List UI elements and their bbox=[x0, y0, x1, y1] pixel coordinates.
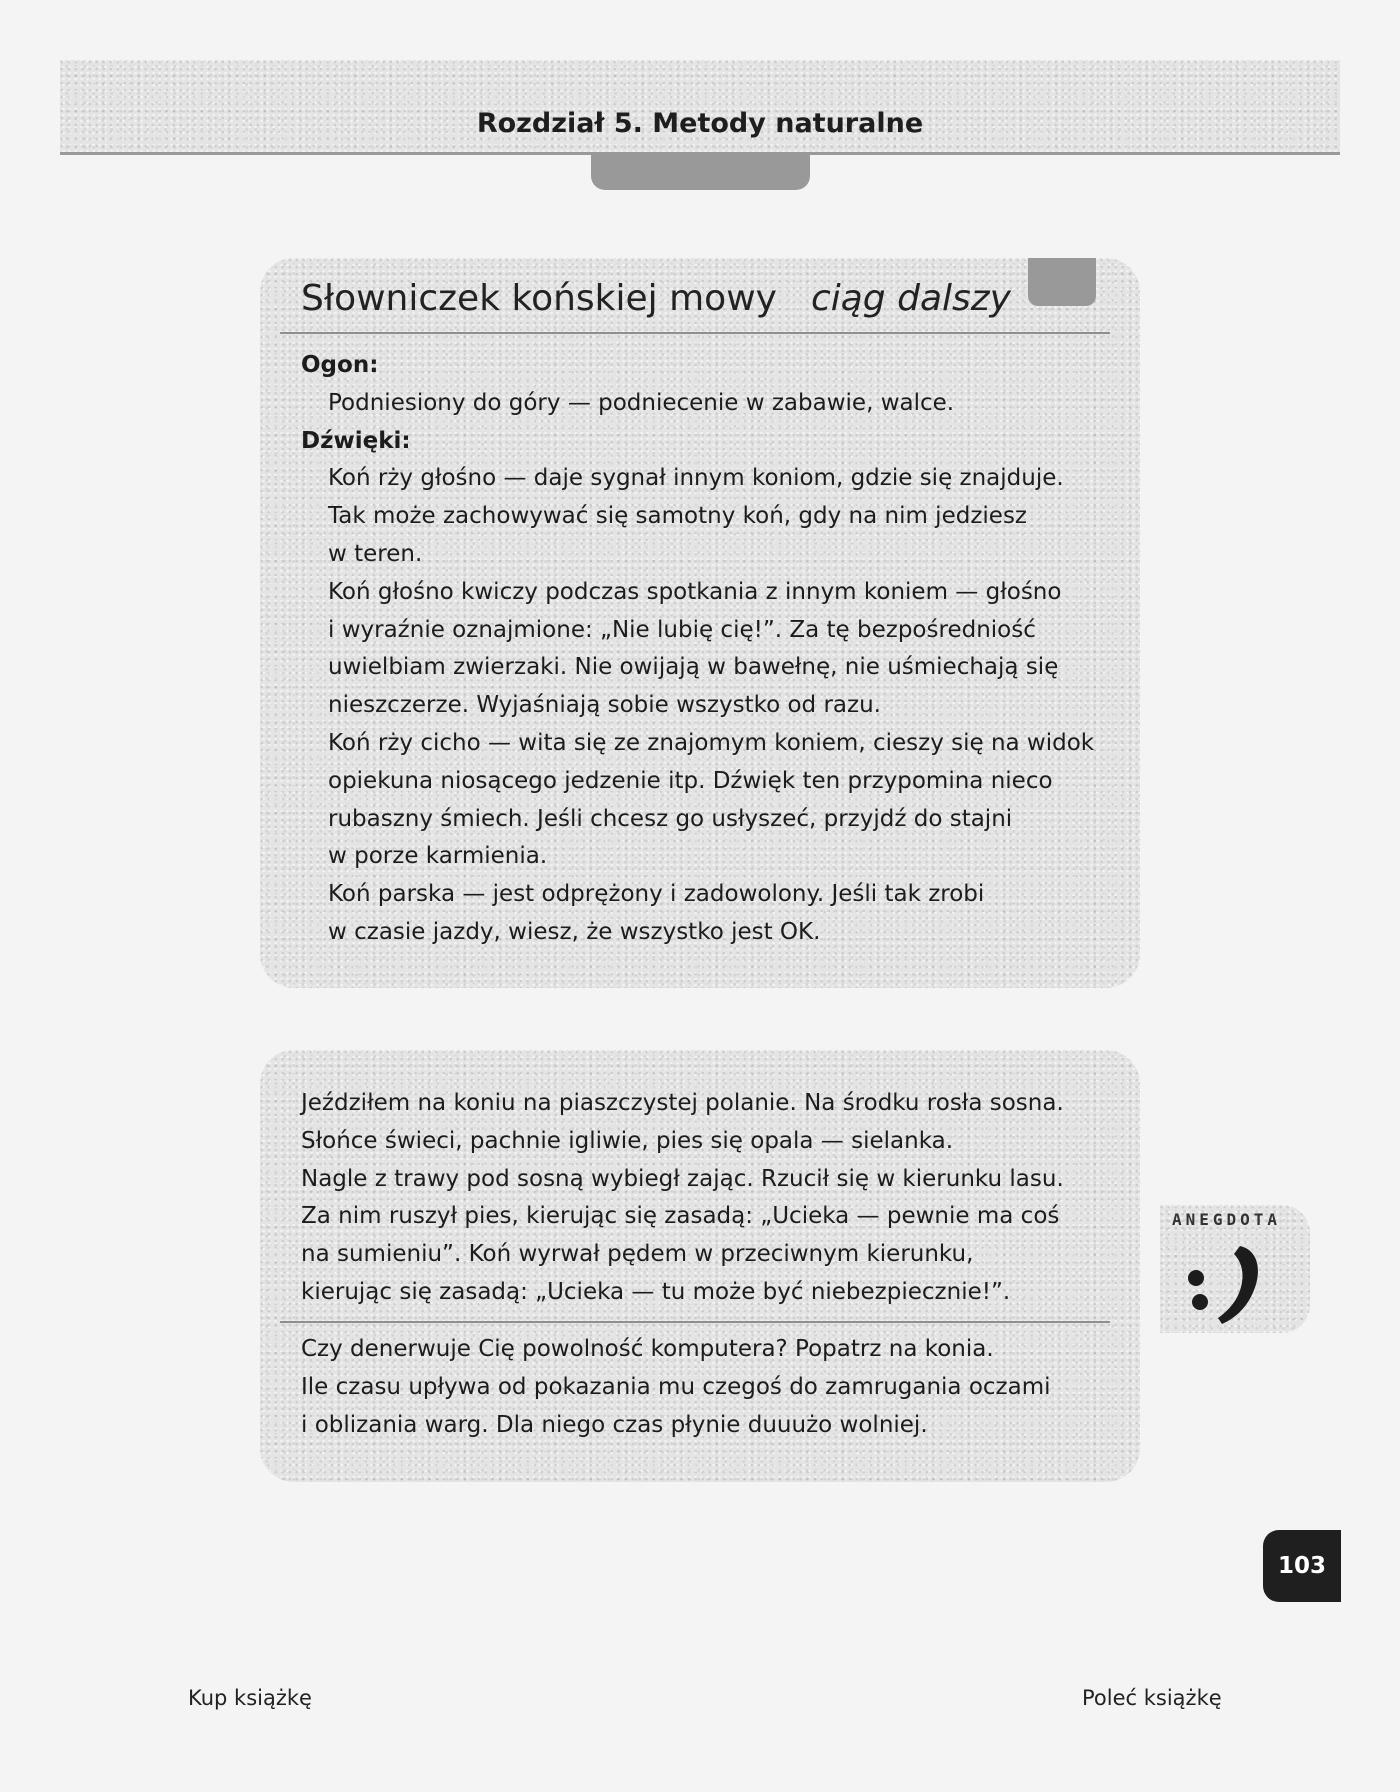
anecdote-line: Czy denerwuje Cię powolność komputera? Popatrz na konia. bbox=[301, 1336, 994, 1362]
glossary-line: i wyraźnie oznajmione: „Nie lubię cię!”. Za tę bezpośredniość bbox=[328, 616, 1036, 643]
glossary-line: Koń parska — jest odprężony i zadowolony. Jeśli tak zrobi bbox=[328, 881, 985, 908]
glossary-line: w teren. bbox=[328, 541, 423, 567]
glossary-line: opiekuna niosącego jedzenie itp. Dźwięk ten przypomina nieco bbox=[328, 767, 1053, 794]
glossary-line: Podniesiony do góry — podniecenie w zabawie, walce. bbox=[328, 389, 955, 416]
anecdote-line: Jeździłem na koniu na piaszczystej polanie. Na środku rosła sosna. bbox=[301, 1090, 1064, 1116]
glossary-line: w czasie jazdy, wiesz, że wszystko jest OK. bbox=[328, 919, 821, 945]
anecdote-line: na sumieniu”. Koń wyrwał pędem w przeciwnym kierunku, bbox=[301, 1241, 974, 1268]
glossary-line: rubaszny śmiech. Jeśli chcesz go usłyszeć, przyjdź do stajni bbox=[328, 805, 1013, 832]
glossary-line: Koń rży głośno — daje sygnał innym koniom, gdzie się znajduje. bbox=[328, 465, 1064, 492]
glossary-tab bbox=[1028, 258, 1096, 306]
anecdote-badge-label: ANEGDOTA bbox=[1172, 1210, 1282, 1229]
anecdote-line: kierując się zasadą: „Ucieka — tu może być niebezpiecznie!”. bbox=[301, 1279, 1011, 1305]
glossary-line: nieszczerze. Wyjaśniają sobie wszystko od razu. bbox=[328, 692, 881, 719]
glossary-line: Tak może zachowywać się samotny koń, gdy na nim jedziesz bbox=[328, 503, 1027, 530]
glossary-title bbox=[301, 278, 1011, 319]
anecdote-line: Słońce świeci, pachnie igliwie, pies się opala — sielanka. bbox=[301, 1127, 954, 1154]
glossary-line: uwielbiam zwierzaki. Nie owijają w bawełnę, nie uśmiechają się bbox=[328, 654, 1059, 681]
anecdote-line: i oblizania warg. Dla niego czas płynie duuużo wolniej. bbox=[301, 1411, 928, 1438]
glossary-title-main: Słowniczek końskiej mowy bbox=[301, 278, 777, 319]
anecdote-divider bbox=[280, 1321, 1110, 1323]
glossary-heading: Ogon: bbox=[301, 352, 379, 378]
glossary-line: Koń głośno kwiczy podczas spotkania z innym koniem — głośno bbox=[328, 578, 1062, 605]
anecdote-line: Nagle z trawy pod sosną wybiegł zając. Rzucił się w kierunku lasu. bbox=[301, 1165, 1064, 1192]
page-number: 103 bbox=[1263, 1530, 1341, 1602]
glossary-divider bbox=[280, 332, 1110, 334]
glossary-heading: Dźwięki: bbox=[301, 427, 411, 454]
header-tab bbox=[591, 152, 810, 190]
anecdote-line: Ile czasu upływa od pokazania mu czegoś do zamrugania oczami bbox=[301, 1373, 1051, 1400]
anecdote-line: Za nim ruszył pies, kierując się zasadą: „Ucieka — pewnie ma coś bbox=[301, 1203, 1060, 1230]
footer-recommend-link[interactable]: Poleć książkę bbox=[1082, 1686, 1222, 1710]
glossary-line: w porze karmienia. bbox=[328, 843, 548, 870]
glossary-title-continued: ciąg dalszy bbox=[810, 278, 1011, 319]
smiley-icon bbox=[1178, 1240, 1278, 1330]
glossary-line: Koń rży cicho — wita się ze znajomym koniem, cieszy się na widok bbox=[328, 730, 1095, 756]
chapter-header bbox=[60, 60, 1340, 155]
footer-buy-link[interactable]: Kup książkę bbox=[188, 1686, 312, 1710]
chapter-title: Rozdział 5. Metody naturalne bbox=[476, 108, 924, 139]
